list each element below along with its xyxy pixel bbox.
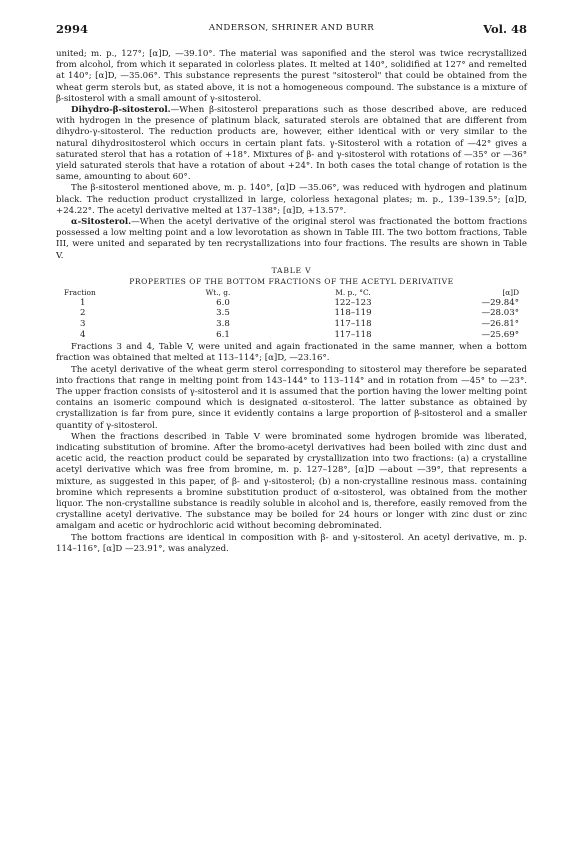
table-cell: 3.8 [216, 319, 230, 330]
paragraph-7: When the fractions described in Table V were brominated some hydrogen bromide was liberated, indicating substitution of bromine. After the bromo-acetyl derivatives had been boiled with zinc dust and acetic acid, the reaction product could be separated by crystallization into two fractions: (a) a crystalline acetyl derivative which was free from bromine, m. p. 127–128°, [α]D —about —39°, that represents a mixture, as suggested in this paper, of β- and γ-sitosterol; (b) a non-crystalline resinous mass. containing bromine which represents a bromine substitution product of α-sitosterol, was obtained from the mother liquor. The non-crystalline substance is readily soluble in alcohol and is, therefore, easily removed from the crystalline acetyl derivative. The substance may be boiled for 24 hours or longer with zinc dust or zinc amalgam and acetic or hydrochloric acid without becoming debrominated. [56, 431, 527, 532]
table-cell: 2 [80, 308, 86, 319]
column-header: [α]D [502, 287, 519, 297]
running-title: ANDERSON, SHRINER AND BURR [208, 23, 375, 33]
table-header-row [56, 288, 527, 298]
paragraph-8: The bottom fractions are identical in composition with β- and γ-sitosterol. An acetyl derivative, m. p. 114–116°, [α]D —23.91°, was analyzed. [56, 532, 527, 554]
table-cell: 117–118 [334, 319, 372, 330]
volume-label: Vol. 48 [483, 22, 527, 36]
table-cell: 117–118 [334, 329, 372, 340]
table-cell: 118–119 [334, 308, 372, 319]
table-row [56, 308, 527, 319]
table-cell: 1 [80, 297, 86, 308]
paragraph-alpha-text: —When the acetyl derivative of the original sterol was fractionated the bottom fractions possessed a low melting point and a low levorotation as shown in Table III. The two bottom fractions, Table III, were united and separated by ten recrystallizations into four fractions. The results are shown in Table V. [56, 217, 527, 261]
properties-table [56, 288, 527, 340]
table-cell: 3 [80, 319, 86, 330]
run-in-heading-alpha: α-Sitosterol. [71, 217, 132, 228]
paragraph-dihydro [56, 105, 527, 183]
paragraph-1: united; m. p., 127°; [α]D, —39.10°. The material was saponified and the sterol was twice recrystallized from alcohol, from which it separated in colorless plates. It melted at 140°, solidified at 127° and remelted at 140°; [α]D, —35.06°. This substance represents the purest "sitosterol" that could be obtained from the wheat germ sterols but, as stated above, it is not a homogeneous compound. The substance is a mixture of β-sitosterol with a small amount of γ-sitosterol. [56, 49, 527, 104]
table-row [56, 330, 527, 341]
article-body [56, 49, 527, 555]
table-cell: —26.81° [481, 319, 519, 330]
page-number: 2994 [56, 22, 89, 36]
table-cell: —28.03° [481, 308, 519, 319]
table-cell: 122–123 [334, 297, 372, 308]
paragraph-6: The acetyl derivative of the wheat germ sterol corresponding to sitosterol may therefore be separated into fractions that range in melting point from 143–144° to 113–114° and in rotation from —45° to —23°. The upper fraction consists of γ-sitosterol and it is assumed that the portion having the lower melting point contains an isomeric compound which is designated α-sitosterol. The latter substance as obtained by crystallization is far from pure, since it evidently contains a large proportion of β-sitosterol and a smaller quantity of γ-sitosterol. [56, 364, 527, 431]
column-header: M. p., °C. [335, 287, 371, 297]
table-row [56, 319, 527, 330]
table-cell: 4 [80, 329, 86, 340]
table-cell: 3.5 [216, 308, 230, 319]
table-cell: 6.0 [216, 297, 230, 308]
table-cell: —29.84° [481, 297, 519, 308]
table-row [56, 298, 527, 309]
page-header [56, 22, 527, 38]
paragraph-dihydro-text: —When β-sitosterol preparations such as those described above, are reduced with hydrogen in the presence of platinum black, saturated sterols are obtained that are different from dihydro-γ-sitosterol. The reduction products are, however, either identical with or very similar to the natural dihydrositosterol which occurs in certain plant fats. γ-Sitosterol with a rotation of —42° gives a saturated sterol that has a rotation of +18°. Mixtures of β- and γ-sitosterol with rotations of —35° or —36° yield saturated sterols that have a rotation of about +24°. In both cases the total change of rotation is the same, amounting to about 60°. [56, 105, 527, 183]
run-in-heading-dihydro: Dihydro-β-sitosterol. [71, 105, 171, 116]
table-cell: —25.69° [481, 329, 519, 340]
table-label: TABLE V [271, 265, 312, 275]
table-caption: PROPERTIES OF THE BOTTOM FRACTIONS OF THE ACETYL DERIVATIVE [129, 276, 454, 286]
paragraph-alpha [56, 217, 527, 262]
paragraph-3: The β-sitosterol mentioned above, m. p. 140°, [α]D —35.06°, was reduced with hydrogen and platinum black. The reduction product crystallized in large, colorless hexagonal plates; m. p., 139–139.5°; [α]D, +24.22°. The acetyl derivative melted at 137–138°; [α]D, +13.57°. [56, 183, 527, 216]
paragraph-5: Fractions 3 and 4, Table V, were united and again fractionated in the same manner, when a bottom fraction was obtained that melted at 113–114°; [α]D, —23.16°. [56, 342, 527, 364]
column-header: Wt., g. [205, 287, 231, 297]
table-v [56, 288, 527, 340]
table-cell: 6.1 [216, 329, 230, 340]
column-header: Fraction [64, 287, 96, 297]
